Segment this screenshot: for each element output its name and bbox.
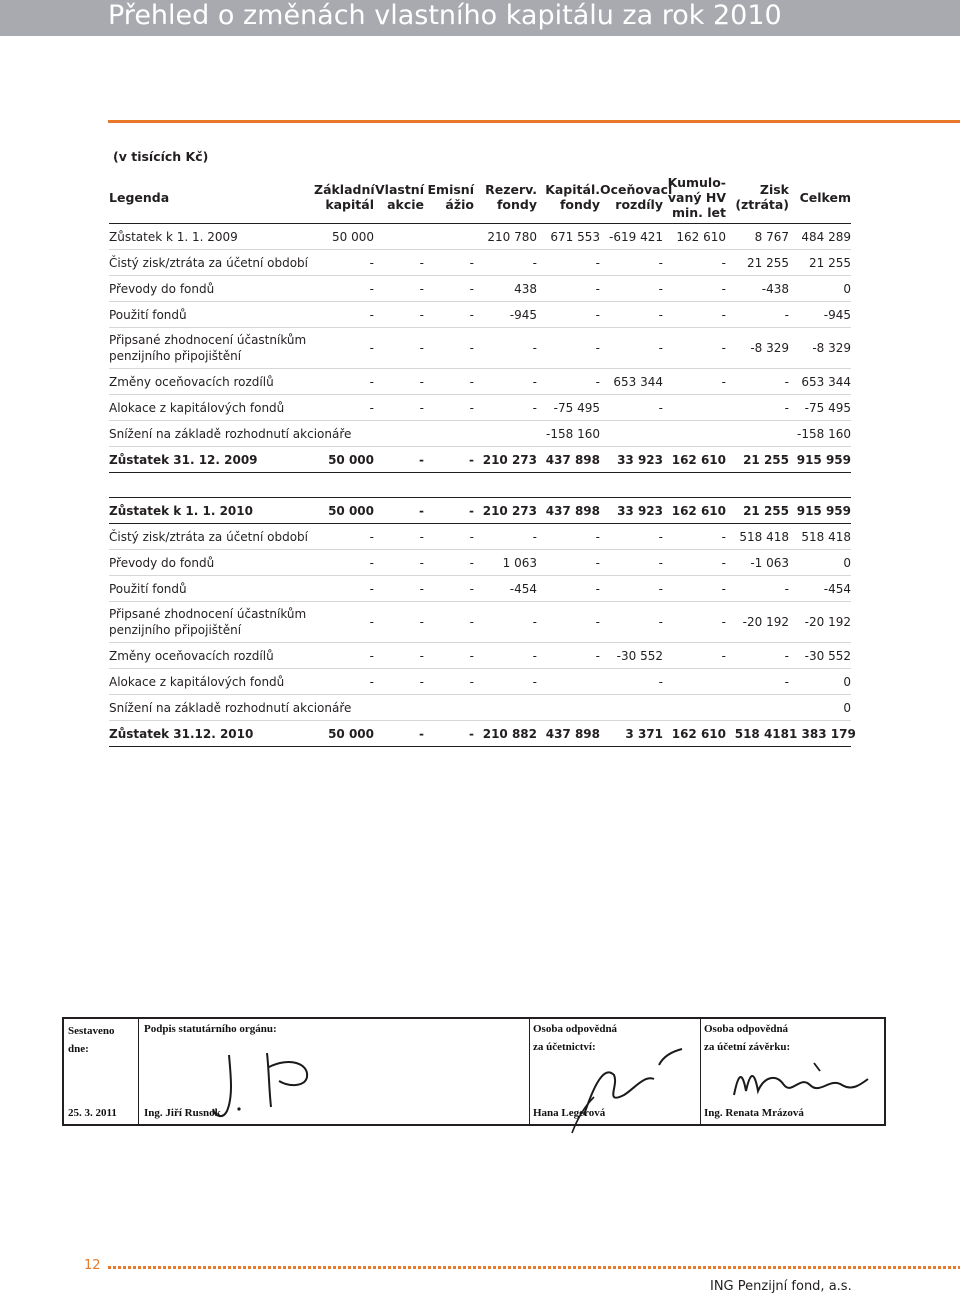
value-cell: -20 192 <box>726 602 789 643</box>
value-cell: - <box>537 524 600 550</box>
value-cell: -30 552 <box>600 643 663 669</box>
table-row <box>109 550 851 576</box>
value-cell: - <box>374 669 424 695</box>
value-cell: - <box>374 395 424 421</box>
value-cell <box>374 421 424 447</box>
value-cell: - <box>537 276 600 302</box>
table-row <box>109 721 851 747</box>
value-cell: -1 063 <box>726 550 789 576</box>
value-cell: - <box>424 250 474 276</box>
statutory-label: Podpis statutárního orgánu: <box>144 1023 277 1035</box>
header-share-premium: Emisní ážio <box>424 171 474 224</box>
value-cell: - <box>537 369 600 395</box>
units-label: (v tisících Kč) <box>113 149 209 164</box>
value-cell: - <box>424 328 474 369</box>
row-label: Čistý zisk/ztráta za účetní období <box>109 524 314 550</box>
value-cell: 437 898 <box>537 447 600 473</box>
row-label: Použití fondů <box>109 302 314 328</box>
header-retained-earnings: Kumulo- vaný HV min. let <box>663 171 726 224</box>
value-cell: - <box>474 250 537 276</box>
value-cell: - <box>600 550 663 576</box>
value-cell: - <box>537 302 600 328</box>
value-cell: - <box>726 369 789 395</box>
value-cell: - <box>374 369 424 395</box>
value-cell: - <box>314 576 374 602</box>
value-cell: 162 610 <box>663 498 726 524</box>
value-cell: 0 <box>789 695 851 721</box>
value-cell: - <box>424 276 474 302</box>
closing-name: Ing. Renata Mrázová <box>704 1107 804 1119</box>
value-cell <box>663 669 726 695</box>
value-cell: - <box>537 250 600 276</box>
value-cell: - <box>314 328 374 369</box>
value-cell: - <box>600 576 663 602</box>
table-row <box>109 669 851 695</box>
value-cell: 33 923 <box>600 498 663 524</box>
value-cell: 21 255 <box>726 250 789 276</box>
value-cell: - <box>474 328 537 369</box>
row-label: Čistý zisk/ztráta za účetní období <box>109 250 314 276</box>
value-cell: 50 000 <box>314 498 374 524</box>
value-cell: - <box>663 250 726 276</box>
table-row <box>109 224 851 250</box>
value-cell: - <box>600 328 663 369</box>
value-cell: 210 780 <box>474 224 537 250</box>
value-cell <box>374 695 424 721</box>
table-row <box>109 250 851 276</box>
value-cell: - <box>600 669 663 695</box>
header-legend: Legenda <box>109 171 314 224</box>
value-cell <box>374 224 424 250</box>
value-cell: 21 255 <box>789 250 851 276</box>
compiled-label: Sestaveno <box>68 1025 115 1037</box>
header-revaluation: Oceňovací rozdíly <box>600 171 663 224</box>
value-cell: - <box>600 524 663 550</box>
value-cell: - <box>374 576 424 602</box>
value-cell: - <box>374 302 424 328</box>
value-cell: - <box>537 643 600 669</box>
row-label: Alokace z kapitálových fondů <box>109 669 314 695</box>
value-cell: 50 000 <box>314 721 374 747</box>
table-row <box>109 576 851 602</box>
value-cell: 1 063 <box>474 550 537 576</box>
value-cell: -619 421 <box>600 224 663 250</box>
table-body <box>109 224 856 747</box>
value-cell: 0 <box>789 550 851 576</box>
value-cell <box>474 695 537 721</box>
value-cell: -158 160 <box>537 421 600 447</box>
value-cell: - <box>424 498 474 524</box>
value-cell: -945 <box>474 302 537 328</box>
value-cell: - <box>314 276 374 302</box>
table-row <box>109 302 851 328</box>
value-cell: 210 273 <box>474 498 537 524</box>
page-number: 12 <box>84 1258 101 1273</box>
header-band <box>0 0 960 36</box>
value-cell: - <box>314 643 374 669</box>
value-cell: - <box>424 550 474 576</box>
value-cell: 8 767 <box>726 224 789 250</box>
value-cell: - <box>474 643 537 669</box>
value-cell: - <box>424 369 474 395</box>
row-label: Změny oceňovacích rozdílů <box>109 369 314 395</box>
closing-signature <box>724 1055 874 1115</box>
value-cell: -8 329 <box>726 328 789 369</box>
value-cell: - <box>474 669 537 695</box>
value-cell: 438 <box>474 276 537 302</box>
value-cell: - <box>314 250 374 276</box>
value-cell: - <box>663 524 726 550</box>
value-cell: 210 273 <box>474 447 537 473</box>
value-cell: - <box>374 328 424 369</box>
value-cell <box>424 421 474 447</box>
value-cell: 653 344 <box>600 369 663 395</box>
value-cell: - <box>600 302 663 328</box>
value-cell: 33 923 <box>600 447 663 473</box>
value-cell: - <box>374 524 424 550</box>
value-cell: - <box>726 669 789 695</box>
value-cell: 0 <box>789 669 851 695</box>
value-cell: -454 <box>474 576 537 602</box>
value-cell: - <box>314 302 374 328</box>
value-cell: - <box>374 721 424 747</box>
row-label: Převody do fondů <box>109 550 314 576</box>
value-cell: -454 <box>789 576 851 602</box>
value-cell <box>600 421 663 447</box>
value-cell: -945 <box>789 302 851 328</box>
row-label: Snížení na základě rozhodnutí akcionáře <box>109 695 314 721</box>
value-cell: - <box>374 250 424 276</box>
header-capital-funds: Kapitál. fondy <box>537 171 600 224</box>
value-cell <box>726 421 789 447</box>
value-cell: - <box>663 328 726 369</box>
accounting-label-line2: za účetnictví: <box>533 1041 596 1053</box>
accounting-name: Hana Legerová <box>533 1107 606 1119</box>
value-cell: - <box>600 250 663 276</box>
row-label: Snížení na základě rozhodnutí akcionáře <box>109 421 314 447</box>
value-cell: - <box>424 576 474 602</box>
row-label: Zůstatek k 1. 1. 2010 <box>109 498 314 524</box>
row-label: Připsané zhodnocení účastníkům penzijního připojištění <box>109 328 314 369</box>
value-cell <box>537 695 600 721</box>
value-cell: - <box>474 602 537 643</box>
value-cell: -75 495 <box>789 395 851 421</box>
value-cell: - <box>474 395 537 421</box>
value-cell: 484 289 <box>789 224 851 250</box>
value-cell: 50 000 <box>314 224 374 250</box>
value-cell: - <box>663 643 726 669</box>
table-row <box>109 395 851 421</box>
value-cell: 50 000 <box>314 447 374 473</box>
row-label: Připsané zhodnocení účastníkům penzijního připojištění <box>109 602 314 643</box>
column-divider <box>529 1019 530 1124</box>
value-cell: - <box>314 395 374 421</box>
value-cell: - <box>726 302 789 328</box>
value-cell: 0 <box>789 276 851 302</box>
value-cell: - <box>600 602 663 643</box>
value-cell: - <box>726 395 789 421</box>
table-row <box>109 602 851 643</box>
value-cell: - <box>537 576 600 602</box>
table-row <box>109 643 851 669</box>
value-cell: 915 959 <box>789 498 851 524</box>
value-cell: 162 610 <box>663 447 726 473</box>
spacer-cell <box>109 473 851 498</box>
value-cell: 437 898 <box>537 721 600 747</box>
value-cell: - <box>314 369 374 395</box>
page-title: Přehled o změnách vlastního kapitálu za rok 2010 <box>108 0 782 31</box>
value-cell: - <box>663 602 726 643</box>
value-cell: - <box>424 669 474 695</box>
value-cell <box>663 421 726 447</box>
value-cell: - <box>537 602 600 643</box>
value-cell <box>600 695 663 721</box>
value-cell: -438 <box>726 276 789 302</box>
value-cell: -20 192 <box>789 602 851 643</box>
value-cell: -75 495 <box>537 395 600 421</box>
signing-date: 25. 3. 2011 <box>68 1107 117 1119</box>
value-cell: - <box>374 550 424 576</box>
row-label: Zůstatek 31.12. 2010 <box>109 721 314 747</box>
value-cell: - <box>726 576 789 602</box>
row-label: Alokace z kapitálových fondů <box>109 395 314 421</box>
value-cell: -30 552 <box>789 643 851 669</box>
value-cell: - <box>424 721 474 747</box>
value-cell: - <box>374 276 424 302</box>
value-cell: -8 329 <box>789 328 851 369</box>
value-cell: 518 418 <box>726 721 789 747</box>
table-row <box>109 447 851 473</box>
value-cell: - <box>314 602 374 643</box>
value-cell: - <box>374 602 424 643</box>
accounting-label-line1: Osoba odpovědná <box>533 1023 618 1035</box>
closing-label-line1: Osoba odpovědná <box>704 1023 789 1035</box>
value-cell: - <box>424 524 474 550</box>
column-divider <box>138 1019 139 1124</box>
value-cell: - <box>474 369 537 395</box>
row-label: Použití fondů <box>109 576 314 602</box>
value-cell <box>424 695 474 721</box>
header-total: Celkem <box>789 171 851 224</box>
value-cell <box>663 395 726 421</box>
value-cell: - <box>424 643 474 669</box>
value-cell: 915 959 <box>789 447 851 473</box>
value-cell <box>726 695 789 721</box>
row-label: Převody do fondů <box>109 276 314 302</box>
value-cell: - <box>374 643 424 669</box>
table-row <box>109 328 851 369</box>
table-row <box>109 276 851 302</box>
value-cell: - <box>663 576 726 602</box>
value-cell: - <box>726 643 789 669</box>
row-label: Zůstatek k 1. 1. 2009 <box>109 224 314 250</box>
value-cell: 437 898 <box>537 498 600 524</box>
value-cell: - <box>474 524 537 550</box>
value-cell: - <box>600 395 663 421</box>
row-label: Změny oceňovacích rozdílů <box>109 643 314 669</box>
date-label: dne: <box>68 1043 89 1055</box>
value-cell <box>537 669 600 695</box>
value-cell: - <box>537 328 600 369</box>
value-cell: - <box>374 498 424 524</box>
value-cell: - <box>314 550 374 576</box>
closing-label-line2: za účetní závěrku: <box>704 1041 791 1053</box>
row-label: Zůstatek 31. 12. 2009 <box>109 447 314 473</box>
footer-rule <box>108 1266 960 1269</box>
value-cell: - <box>424 447 474 473</box>
value-cell: - <box>600 276 663 302</box>
header-share-capital: Základní kapitál <box>314 171 374 224</box>
value-cell: - <box>424 395 474 421</box>
section-spacer <box>109 473 851 498</box>
value-cell <box>474 421 537 447</box>
table-row <box>109 498 851 524</box>
statutory-name: Ing. Jiří Rusnok <box>144 1107 221 1119</box>
accent-rule <box>108 120 960 123</box>
value-cell: - <box>537 550 600 576</box>
value-cell <box>424 224 474 250</box>
value-cell: 1 383 179 <box>789 721 851 747</box>
footer-company-name: ING Penzijní fond, a.s. <box>710 1279 852 1294</box>
accounting-signature <box>564 1045 704 1135</box>
statutory-signature <box>209 1047 329 1127</box>
value-cell: 21 255 <box>726 498 789 524</box>
value-cell: - <box>314 669 374 695</box>
value-cell: - <box>663 550 726 576</box>
table-row <box>109 524 851 550</box>
value-cell: 21 255 <box>726 447 789 473</box>
value-cell: - <box>314 524 374 550</box>
value-cell: 671 553 <box>537 224 600 250</box>
value-cell: -158 160 <box>789 421 851 447</box>
value-cell: 518 418 <box>789 524 851 550</box>
value-cell: 518 418 <box>726 524 789 550</box>
table-row <box>109 695 851 721</box>
signature-box <box>62 1017 886 1126</box>
table-row <box>109 421 851 447</box>
value-cell <box>663 695 726 721</box>
value-cell: 162 610 <box>663 224 726 250</box>
header-reserve-funds: Rezerv. fondy <box>474 171 537 224</box>
value-cell: 210 882 <box>474 721 537 747</box>
header-profit-loss: Zisk (ztráta) <box>726 171 789 224</box>
header-own-shares: Vlastní akcie <box>374 171 424 224</box>
value-cell: - <box>374 447 424 473</box>
table-header-row <box>109 171 851 224</box>
value-cell: - <box>424 302 474 328</box>
value-cell: 162 610 <box>663 721 726 747</box>
equity-changes-table <box>109 171 856 747</box>
value-cell: 653 344 <box>789 369 851 395</box>
value-cell: - <box>424 602 474 643</box>
value-cell: 3 371 <box>600 721 663 747</box>
value-cell: - <box>663 302 726 328</box>
value-cell: - <box>663 369 726 395</box>
table-row <box>109 369 851 395</box>
value-cell: - <box>663 276 726 302</box>
